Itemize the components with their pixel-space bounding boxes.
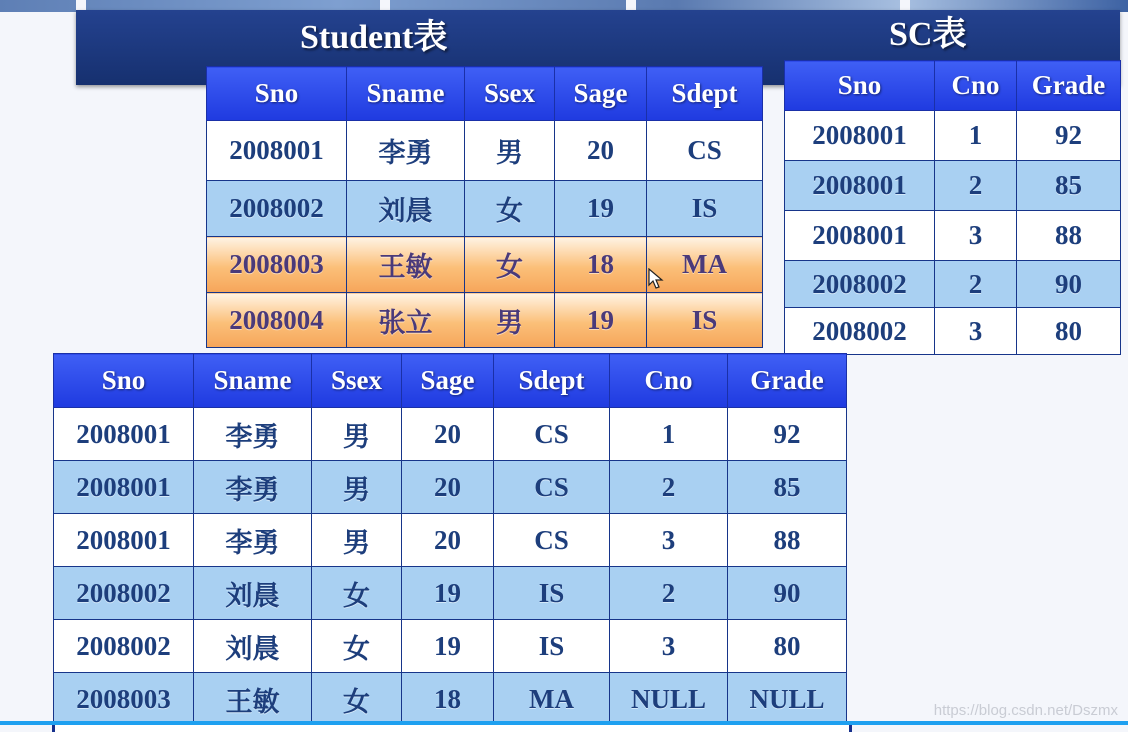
cell-sno: 2008002 <box>54 567 194 620</box>
cell-grade: 85 <box>1017 161 1121 211</box>
table-row <box>207 121 763 181</box>
cell-sage: 18 <box>402 673 494 726</box>
cell-ssex: 女 <box>312 567 402 620</box>
cell-sno: 2008001 <box>785 161 935 211</box>
cell-sno: 2008002 <box>54 620 194 673</box>
sc-header-row <box>785 61 1121 111</box>
sc-table-title: SC表 <box>889 16 967 53</box>
cell-sname: 王敏 <box>347 237 465 293</box>
cell-sdept: MA <box>494 673 610 726</box>
header-cell: Sno <box>54 354 194 408</box>
cell-sname: 张立 <box>347 293 465 348</box>
cell-grade: 90 <box>1017 261 1121 308</box>
cell-sdept: IS <box>494 567 610 620</box>
cell-sage: 18 <box>555 237 647 293</box>
cell-sage: 20 <box>402 408 494 461</box>
cell-sname: 刘晨 <box>347 181 465 237</box>
cell-ssex: 男 <box>312 408 402 461</box>
cell-grade: 85 <box>728 461 847 514</box>
cell-cno: NULL <box>610 673 728 726</box>
cell-sno: 2008001 <box>54 461 194 514</box>
watermark: https://blog.csdn.net/Dszmx <box>933 702 1118 719</box>
cell-sdept: CS <box>494 408 610 461</box>
cell-sdept: IS <box>494 620 610 673</box>
cell-sno: 2008002 <box>785 308 935 355</box>
cell-grade: 90 <box>728 567 847 620</box>
cell-sname: 刘晨 <box>194 620 312 673</box>
cell-sdept: MA <box>647 237 763 293</box>
cell-sdept: IS <box>647 293 763 348</box>
table-row <box>54 620 847 673</box>
header-cell: Ssex <box>312 354 402 408</box>
cell-ssex: 男 <box>312 514 402 567</box>
header-cell: Grade <box>728 354 847 408</box>
cell-grade: NULL <box>728 673 847 726</box>
header-cell: Cno <box>935 61 1017 111</box>
header-cell: Cno <box>610 354 728 408</box>
cell-ssex: 女 <box>465 181 555 237</box>
cell-sage: 19 <box>402 567 494 620</box>
cell-cno: 1 <box>935 111 1017 161</box>
table-row-highlighted <box>207 237 763 293</box>
cell-sno: 2008003 <box>207 237 347 293</box>
cell-sno: 2008002 <box>785 261 935 308</box>
cell-grade: 88 <box>1017 211 1121 261</box>
header-cell: Sno <box>785 61 935 111</box>
cell-ssex: 女 <box>312 673 402 726</box>
table-row <box>785 161 1121 211</box>
cell-cno: 1 <box>610 408 728 461</box>
cell-cno: 3 <box>935 211 1017 261</box>
table-row <box>785 111 1121 161</box>
cell-sno: 2008001 <box>207 121 347 181</box>
cell-sdept: CS <box>647 121 763 181</box>
table-row <box>54 461 847 514</box>
cell-cno: 2 <box>935 261 1017 308</box>
cell-sdept: CS <box>494 514 610 567</box>
cell-ssex: 男 <box>312 461 402 514</box>
cell-ssex: 女 <box>312 620 402 673</box>
header-cell: Sno <box>207 67 347 121</box>
header-cell: Sdept <box>647 67 763 121</box>
table-row <box>54 408 847 461</box>
cell-sdept: CS <box>494 461 610 514</box>
cell-sage: 20 <box>402 461 494 514</box>
cell-sno: 2008003 <box>54 673 194 726</box>
header-cell: Grade <box>1017 61 1121 111</box>
cell-sname: 李勇 <box>347 121 465 181</box>
cell-sname: 李勇 <box>194 408 312 461</box>
cell-sname: 刘晨 <box>194 567 312 620</box>
cell-ssex: 男 <box>465 121 555 181</box>
video-progress-bar[interactable] <box>0 721 1128 725</box>
cell-grade: 80 <box>728 620 847 673</box>
cell-ssex: 女 <box>465 237 555 293</box>
header-cell: Ssex <box>465 67 555 121</box>
cell-ssex: 男 <box>465 293 555 348</box>
partially-visible-row <box>52 725 852 732</box>
cell-sno: 2008001 <box>785 111 935 161</box>
cell-sage: 19 <box>555 293 647 348</box>
cell-cno: 2 <box>610 461 728 514</box>
cell-sage: 20 <box>402 514 494 567</box>
cell-sage: 20 <box>555 121 647 181</box>
cell-sno: 2008001 <box>54 408 194 461</box>
table-row <box>54 514 847 567</box>
cell-sname: 李勇 <box>194 461 312 514</box>
table-row-highlighted <box>207 293 763 348</box>
header-cell: Sname <box>347 67 465 121</box>
cell-sname: 李勇 <box>194 514 312 567</box>
cell-cno: 2 <box>610 567 728 620</box>
cell-sdept: IS <box>647 181 763 237</box>
cell-grade: 92 <box>1017 111 1121 161</box>
header-cell: Sname <box>194 354 312 408</box>
cell-cno: 2 <box>935 161 1017 211</box>
join-result-table <box>53 353 847 726</box>
table-row <box>54 673 847 726</box>
header-cell: Sdept <box>494 354 610 408</box>
cell-sage: 19 <box>555 181 647 237</box>
sc-table <box>784 60 1121 355</box>
student-table <box>206 66 763 348</box>
join-header-row <box>54 354 847 408</box>
table-row <box>785 211 1121 261</box>
mouse-pointer-icon <box>648 268 664 290</box>
header-cell: Sage <box>402 354 494 408</box>
cell-grade: 80 <box>1017 308 1121 355</box>
table-row <box>785 261 1121 308</box>
cell-sno: 2008004 <box>207 293 347 348</box>
cell-sname: 王敏 <box>194 673 312 726</box>
cell-sno: 2008001 <box>785 211 935 261</box>
cell-grade: 88 <box>728 514 847 567</box>
header-cell: Sage <box>555 67 647 121</box>
cell-sage: 19 <box>402 620 494 673</box>
cell-cno: 3 <box>610 514 728 567</box>
cell-sno: 2008002 <box>207 181 347 237</box>
student-table-title: Student表 <box>300 19 448 56</box>
table-row <box>207 181 763 237</box>
cell-grade: 92 <box>728 408 847 461</box>
cell-cno: 3 <box>610 620 728 673</box>
student-header-row <box>207 67 763 121</box>
table-row <box>785 308 1121 355</box>
cell-sno: 2008001 <box>54 514 194 567</box>
cell-cno: 3 <box>935 308 1017 355</box>
table-row <box>54 567 847 620</box>
